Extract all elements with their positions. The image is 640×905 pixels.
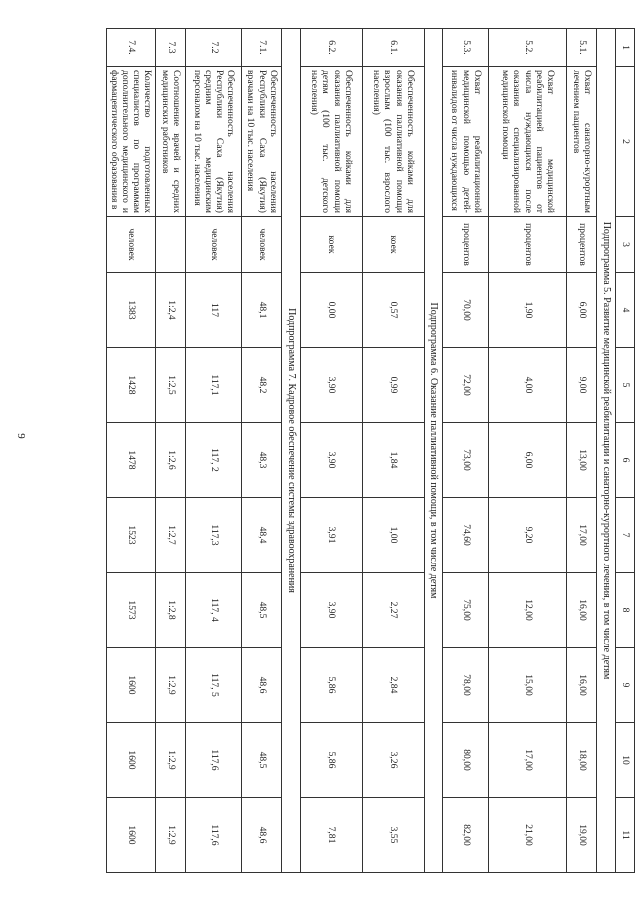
row-value: 117, 2 bbox=[186, 423, 242, 498]
table-row bbox=[242, 29, 282, 873]
row-value: 1383 bbox=[107, 273, 156, 348]
row-value: 78,00 bbox=[443, 648, 489, 723]
row-value: 117,6 bbox=[186, 798, 242, 873]
row-value: 9,20 bbox=[489, 498, 567, 573]
row-value: 0,57 bbox=[363, 273, 425, 348]
row-value: 1,00 bbox=[363, 498, 425, 573]
row-value: 6,00 bbox=[567, 273, 597, 348]
row-value: 1:2,4 bbox=[156, 273, 186, 348]
row-id: 5.2. bbox=[489, 29, 567, 67]
row-value: 16,00 bbox=[567, 573, 597, 648]
row-value: 1573 bbox=[107, 573, 156, 648]
section-title: Подпрограмма 7. Кадровое обеспечение системы здравоохранения bbox=[282, 29, 301, 873]
section-row bbox=[597, 29, 616, 873]
row-value: 72,00 bbox=[443, 348, 489, 423]
section-row bbox=[282, 29, 301, 873]
row-id: 7.2 bbox=[186, 29, 242, 67]
header-cell: 1 bbox=[616, 29, 635, 67]
row-unit bbox=[156, 217, 186, 273]
row-value: 0,00 bbox=[301, 273, 363, 348]
table-row bbox=[489, 29, 567, 873]
row-value: 80,00 bbox=[443, 723, 489, 798]
row-name: Соотношение врачей и средних медицинских работников bbox=[156, 67, 186, 217]
rotated-sheet bbox=[90, 28, 635, 873]
row-value: 1,84 bbox=[363, 423, 425, 498]
row-unit: процентов bbox=[489, 217, 567, 273]
row-unit: человек bbox=[242, 217, 282, 273]
row-name: Охват реабилитационной медицинской помощью детей-инвалидов от числа нуждающихся bbox=[443, 67, 489, 217]
row-name: Обеспеченность койками для оказания паллиативной помощи детям (100 тыс. детского населения) bbox=[301, 67, 363, 217]
row-value: 1:2,9 bbox=[156, 723, 186, 798]
row-value: 117,1 bbox=[186, 348, 242, 423]
header-cell: 8 bbox=[616, 573, 635, 648]
row-value: 3,26 bbox=[363, 723, 425, 798]
row-value: 74,60 bbox=[443, 498, 489, 573]
table-row bbox=[107, 29, 156, 873]
row-value: 1600 bbox=[107, 798, 156, 873]
row-value: 5,86 bbox=[301, 723, 363, 798]
table-row bbox=[186, 29, 242, 873]
row-value: 73,00 bbox=[443, 423, 489, 498]
row-id: 7.1. bbox=[242, 29, 282, 67]
row-name: Охват санаторно-курортным лечением пациентов bbox=[567, 67, 597, 217]
header-row bbox=[616, 29, 635, 873]
row-value: 13,00 bbox=[567, 423, 597, 498]
row-value: 1:2,5 bbox=[156, 348, 186, 423]
row-value: 15,00 bbox=[489, 648, 567, 723]
row-value: 3,90 bbox=[301, 573, 363, 648]
header-cell: 3 bbox=[616, 217, 635, 273]
row-value: 1:2,9 bbox=[156, 648, 186, 723]
row-name: Обеспеченность населения Республики Саха (Якутия) врачами на 10 тыс. населения bbox=[242, 67, 282, 217]
header-cell: 5 bbox=[616, 348, 635, 423]
header-cell: 2 bbox=[616, 67, 635, 217]
section-row bbox=[425, 29, 444, 873]
row-value: 117,3 bbox=[186, 498, 242, 573]
row-value: 3,90 bbox=[301, 423, 363, 498]
row-value: 1478 bbox=[107, 423, 156, 498]
row-value: 48,4 bbox=[242, 498, 282, 573]
row-value: 1:2,8 bbox=[156, 573, 186, 648]
row-unit: человек bbox=[107, 217, 156, 273]
row-name: Обеспеченность населения Республики Саха (Якутия) средним медицинским персоналом на 10 тыс. населения bbox=[186, 67, 242, 217]
row-id: 7.4. bbox=[107, 29, 156, 67]
row-value: 17,00 bbox=[567, 498, 597, 573]
row-value: 17,00 bbox=[489, 723, 567, 798]
row-value: 1,90 bbox=[489, 273, 567, 348]
indicators-table bbox=[106, 28, 635, 873]
row-value: 16,00 bbox=[567, 648, 597, 723]
row-unit: человек bbox=[186, 217, 242, 273]
header-cell: 6 bbox=[616, 423, 635, 498]
row-value: 48,5 bbox=[242, 723, 282, 798]
row-value: 6,00 bbox=[489, 423, 567, 498]
row-value: 117 bbox=[186, 273, 242, 348]
row-value: 19,00 bbox=[567, 798, 597, 873]
row-value: 5,86 bbox=[301, 648, 363, 723]
row-value: 0,99 bbox=[363, 348, 425, 423]
header-cell: 4 bbox=[616, 273, 635, 348]
row-value: 7,81 bbox=[301, 798, 363, 873]
header-cell: 7 bbox=[616, 498, 635, 573]
row-value: 21,00 bbox=[489, 798, 567, 873]
row-value: 1:2,9 bbox=[156, 798, 186, 873]
table-row bbox=[567, 29, 597, 873]
row-id: 5.1. bbox=[567, 29, 597, 67]
row-value: 1523 bbox=[107, 498, 156, 573]
section-title: Подпрограмма 5. Развитие медицинской реабилитации и санаторно-курортного лечения, в том числе детям bbox=[597, 29, 616, 873]
page-number: 9 bbox=[14, 433, 27, 439]
row-value: 3,55 bbox=[363, 798, 425, 873]
table-body bbox=[107, 29, 635, 873]
row-value: 12,00 bbox=[489, 573, 567, 648]
table-row bbox=[156, 29, 186, 873]
header-cell: 10 bbox=[616, 723, 635, 798]
row-value: 2,27 bbox=[363, 573, 425, 648]
row-value: 82,00 bbox=[443, 798, 489, 873]
row-id: 5.3. bbox=[443, 29, 489, 67]
row-value: 70,00 bbox=[443, 273, 489, 348]
row-unit: коек bbox=[363, 217, 425, 273]
row-value: 1600 bbox=[107, 648, 156, 723]
row-unit: коек bbox=[301, 217, 363, 273]
row-value: 48,2 bbox=[242, 348, 282, 423]
row-name: Количество подготовленных специалистов по программам дополнительного медицинского и фармацевтического образования в bbox=[107, 67, 156, 217]
section-title: Подпрограмма 6. Оказание паллиативной помощи, в том числе детям bbox=[425, 29, 444, 873]
row-id: 6.2. bbox=[301, 29, 363, 67]
table-row bbox=[363, 29, 425, 873]
row-value: 4,00 bbox=[489, 348, 567, 423]
table-row bbox=[443, 29, 489, 873]
row-value: 1:2,7 bbox=[156, 498, 186, 573]
header-cell: 9 bbox=[616, 648, 635, 723]
row-value: 1428 bbox=[107, 348, 156, 423]
row-value: 1600 bbox=[107, 723, 156, 798]
row-value: 9,00 bbox=[567, 348, 597, 423]
row-value: 1:2,6 bbox=[156, 423, 186, 498]
row-name: Охват медицинской реабилитацией пациентов от числа нуждающихся после оказания специализированной медицинской помощи bbox=[489, 67, 567, 217]
row-value: 48,3 bbox=[242, 423, 282, 498]
row-id: 6.1. bbox=[363, 29, 425, 67]
row-value: 117,6 bbox=[186, 723, 242, 798]
table-container bbox=[90, 28, 635, 873]
row-value: 117, 4 bbox=[186, 573, 242, 648]
row-value: 117, 5 bbox=[186, 648, 242, 723]
row-value: 18,00 bbox=[567, 723, 597, 798]
row-value: 48,5 bbox=[242, 573, 282, 648]
row-id: 7.3 bbox=[156, 29, 186, 67]
row-unit: процентов bbox=[443, 217, 489, 273]
row-value: 3,91 bbox=[301, 498, 363, 573]
row-value: 48,1 bbox=[242, 273, 282, 348]
row-value: 2,84 bbox=[363, 648, 425, 723]
row-value: 75,00 bbox=[443, 573, 489, 648]
row-unit: процентов bbox=[567, 217, 597, 273]
row-name: Обеспеченность койками для оказания паллиативной помощи взрослым (100 тыс. взрослого населения) bbox=[363, 67, 425, 217]
header-cell: 11 bbox=[616, 798, 635, 873]
row-value: 48,6 bbox=[242, 798, 282, 873]
row-value: 48,6 bbox=[242, 648, 282, 723]
row-value: 3,90 bbox=[301, 348, 363, 423]
table-row bbox=[301, 29, 363, 873]
